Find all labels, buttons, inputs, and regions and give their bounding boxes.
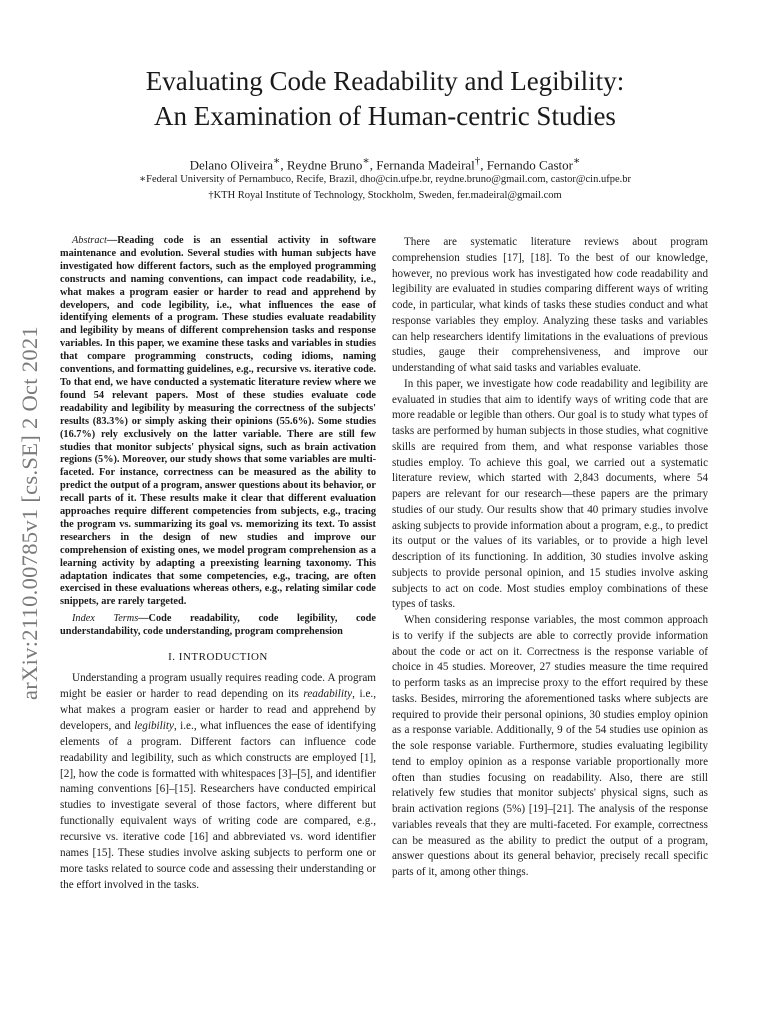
author-3-mark: † <box>474 155 481 167</box>
title-line-1: Evaluating Code Readability and Legibility: <box>145 66 625 96</box>
right-paragraph-1: There are systematic literature reviews about program comprehension studies [17], [18]. To the best of our knowledge, however, no previous work has investigated how code readability and legibility are evaluated in studies comparing different ways of writing code, in particular, what kinds of tasks these studies conduct and what response variables they employ. Analyzing these tasks and variables can help researchers identify limitations in the evaluations of previous studies, gauge their comprehensiveness, and improve our understanding of what said tasks and variables evaluate. <box>392 236 708 374</box>
index-terms-text: —Code readability, code legibility, code understandability, code understanding, program comprehension <box>60 613 376 638</box>
section-title-first: I <box>178 651 183 664</box>
author-sep: , <box>369 157 377 173</box>
author-4-mark: ∗ <box>573 155 581 167</box>
author-list <box>60 152 710 174</box>
right-column <box>392 235 708 881</box>
intro-text-c: , i.e., what influences the ease of identifying elements of a program. Different factors can influence code readability and legibility, such as which constructs are employed [1], [2], how the code is formatted with whitespaces [3]–[5], and identifier naming conventions [6]–[15]. Researchers have conducted empirical studies to investigate several of those factors, where different but functionally equivalent ways of writing code are compared, e.g., recursive vs. iterative code [16] and abbreviated vs. word identifier names [15]. These studies involve asking subjects to perform one or more tasks related to source code and assessing their understanding or the effort involved in the tasks. <box>60 719 376 891</box>
index-terms-lead: Index Terms <box>72 613 139 625</box>
author-1: Delano Oliveira <box>189 157 274 173</box>
arxiv-stamp <box>17 280 47 700</box>
right-paragraph-3: When considering response variables, the most common approach is to verify if the subjects are able to correctly provide information about the code or act on it. Correctness is the response variable of choice in 45 studies. Moreover, 27 studies measure the time required to perform tasks as an imprecise proxy to the effort required by these tasks. Besides, mirroring the aforementioned tasks where subjects are required to provide their personal opinions, 30 studies employ opinion as a response variable. Additionally, 9 of the 54 studies use opinion as the sole response variable. Furthermore, studies evaluating legibility tend to employ opinion as a response variable proportionally more often than studies focusing on readability. Also, there are still relatively few studies that monitor subjects' physical signs, such as brain activation regions (5%) [19]–[21]. The analysis of the response variables reveals that they are multi-faceted. For example, correctness can be measured as the ability to predict the output of a program, answer questions about its general behavior, precisely recall specific parts of it, among other things. <box>392 614 708 878</box>
affiliation-1: ∗Federal University of Pernambuco, Recife, Brazil, dho@cin.ufpe.br, reydne.bruno@gmail.com, castor@cin.ufpe.br <box>138 174 632 185</box>
intro-paragraph-1 <box>60 671 376 894</box>
affiliation-2: †KTH Royal Institute of Technology, Stockholm, Sweden, fer.madeiral@gmail.com <box>208 190 562 201</box>
intro-text-b: , i.e., what makes a program easier or harder to read and apprehend by developers, and <box>60 688 376 732</box>
author-2: Reydne Bruno <box>286 157 363 173</box>
section-heading-introduction <box>60 651 376 663</box>
section-number: I. <box>168 651 179 664</box>
abstract-text: —Reading code is an essential activity in software maintenance and evolution. Several studies with human subjects have investigated how different factors, such as the employed programming constructs and naming conventions, can impact code readability, i.e., what makes a program easier or harder to read and apprehend by developers, and code legibility, i.e., what influences the ease of identifying elements of a program. These studies evaluate readability and legibility by means of different comprehension tasks and response variables. In this paper, we examine these tasks and variables in studies that compare programming constructs, coding idioms, naming conventions, and formatting guidelines, e.g., recursive vs. iterative code. To that end, we have conducted a systematic literature review where we found 54 relevant papers. Most of these studies evaluate code readability and legibility by measuring the correctness of the subjects' results (83.3%) or simply asking their opinions (55.6%). Some studies (16.7%) rely exclusively on the latter variable. There are still few studies that monitor subjects' physical signs, such as brain activation regions (5%). Moreover, our study shows that some variables are multi-faceted. For instance, correctness can be measured as the ability to predict the output of a program, answer questions about its behavior, or recall parts of it. These results make it clear that different evaluation approaches require different competencies from subjects, e.g., tracing the program vs. summarizing its goal vs. memorizing its text. To assist researchers in the design of new studies and improve our comprehension of existing ones, we model program comprehension as a learning activity by adapting a preexisting learning taxonomy. This adaptation indicates that some competencies, e.g., tracing, are often exercised in these evaluations whereas others, e.g., relating similar code snippets, are rarely targeted. <box>60 235 376 608</box>
author-2-mark: ∗ <box>362 155 370 167</box>
intro-text-a: Understanding a program usually requires reading code. A program might be easier or harder to read depending on its <box>60 672 376 700</box>
intro-term-readability: readability <box>303 688 353 700</box>
abstract <box>60 235 376 609</box>
abstract-lead: Abstract <box>72 235 107 246</box>
intro-term-legibility: legibility <box>134 719 174 732</box>
index-terms <box>60 613 376 639</box>
right-paragraph-2: In this paper, we investigate how code readability and legibility are evaluated in studies that aim to identify ways of writing code that are more readable or legible than others. Our goal is to study what types of tasks are performed by human subjects in those studies, what cognitive skills are required from them, and what response variables those studies employ. To achieve this goal, we carried out a systematic literature review, which started with 2,843 documents, where 54 papers are relevant for our research—these papers are the primary studies of our study. Our results show that 40 primary studies involve asking subjects to provide information about a program, e.g., to predict its output or the values of its variables, or to provide a high level description of its functioning. In addition, 30 studies involve asking subjects to provide personal opinion, and 15 studies involve asking subjects to act on code. Most studies employ combinations of these types of tasks. <box>392 377 708 611</box>
paper-title <box>60 64 710 134</box>
arxiv-stamp-text: arXiv:2110.00785v1 [cs.SE] 2 Oct 2021 <box>17 326 42 700</box>
affiliations <box>60 172 710 204</box>
author-1-mark: ∗ <box>273 155 281 167</box>
author-3: Fernanda Madeiral <box>376 157 475 173</box>
author-4: Fernando Castor <box>486 157 573 173</box>
section-title-rest: NTRODUCTION <box>182 651 268 664</box>
left-column <box>60 235 376 894</box>
author-sep: , <box>280 157 287 173</box>
author-sep: , <box>480 157 487 173</box>
title-line-2: An Examination of Human-centric Studies <box>154 101 616 131</box>
